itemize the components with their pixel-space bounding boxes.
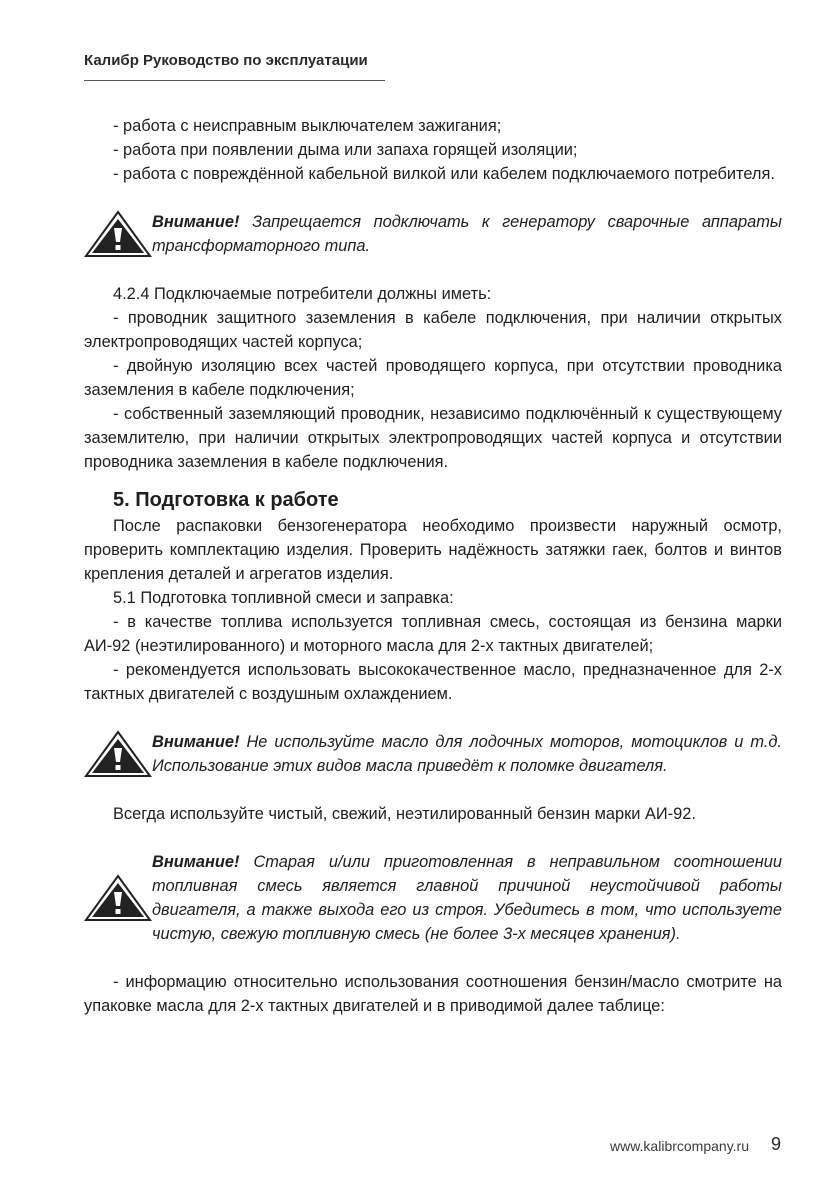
paragraph: После распаковки бензогенератора необходимо произвести наружный осмотр, проверить комплектацию изделия. Проверить надёжность затяжки гаек, болтов и винтов крепления деталей и агрегатов изделия. xyxy=(84,517,782,583)
paragraph: - в качестве топлива используется топливная смесь, состоящая из бензина марки АИ-92 (неэтилированного) и моторного масла для 2-х тактных двигателей; xyxy=(84,613,782,655)
header-title: Калибр Руководство по эксплуатации xyxy=(84,52,368,69)
paragraph: - собственный заземляющий проводник, независимо подключённый к существующему заземлителю, при наличии открытых электропроводящих частей корпуса и отсутствии проводника заземления в кабеле подключения. xyxy=(84,405,782,471)
paragraph: 5.1 Подготовка топливной смеси и заправка: xyxy=(113,589,454,607)
warning-lead: Внимание! xyxy=(152,853,240,871)
warning-text: Не используйте масло для лодочных моторов, мотоциклов и т.д. Использование этих видов масла приведёт к поломке двигателя. xyxy=(152,733,782,775)
page-number: 9 xyxy=(770,1134,781,1154)
warning-icon xyxy=(84,210,152,258)
warning-block xyxy=(84,850,782,946)
paragraph: - информацию относительно использования соотношения бензин/масло смотрите на упаковке масла для 2-х тактных двигателей и в приводимой далее таблице: xyxy=(84,973,782,1015)
paragraph: Всегда используйте чистый, свежий, неэтилированный бензин марки АИ-92. xyxy=(113,805,696,823)
paragraph: - рекомендуется использовать высококачественное масло, предназначенное для 2-х тактных двигателей с воздушным охлаждением. xyxy=(84,661,782,703)
warning-text: Запрещается подключать к генератору сварочные аппараты трансформаторного типа. xyxy=(152,213,782,255)
warning-icon xyxy=(84,874,152,922)
warning-lead: Внимание! xyxy=(152,733,240,751)
header-divider xyxy=(84,80,385,81)
warning-lead: Внимание! xyxy=(152,213,240,231)
footer-url: www.kalibrcompany.ru xyxy=(609,1138,749,1154)
warning-block xyxy=(84,730,782,778)
warning-icon xyxy=(84,730,152,778)
warning-text: Старая и/или приготовленная в неправильном соотношении топливная смесь является главной причиной неустойчивой работы двигателя, а также выхода его из строя. Убедитесь в том, что используете чистую, свежую топливную смесь (не более 3-х месяцев хранения). xyxy=(152,853,782,943)
paragraph: - работа с неисправным выключателем зажигания; xyxy=(113,117,502,135)
section-title: 5. Подготовка к работе xyxy=(113,489,339,511)
paragraph: - проводник защитного заземления в кабеле подключения, при наличии открытых электропроводящих частей корпуса; xyxy=(84,309,782,351)
paragraph: 4.2.4 Подключаемые потребители должны иметь: xyxy=(113,285,492,303)
paragraph: - работа при появлении дыма или запаха горящей изоляции; xyxy=(113,141,578,159)
paragraph: - двойную изоляцию всех частей проводящего корпуса, при отсутствии проводника заземления в кабеле подключения; xyxy=(84,357,782,399)
warning-block xyxy=(84,210,782,258)
paragraph: - работа с повреждённой кабельной вилкой или кабелем подключаемого потребителя. xyxy=(113,165,775,183)
page-content xyxy=(84,114,782,1018)
